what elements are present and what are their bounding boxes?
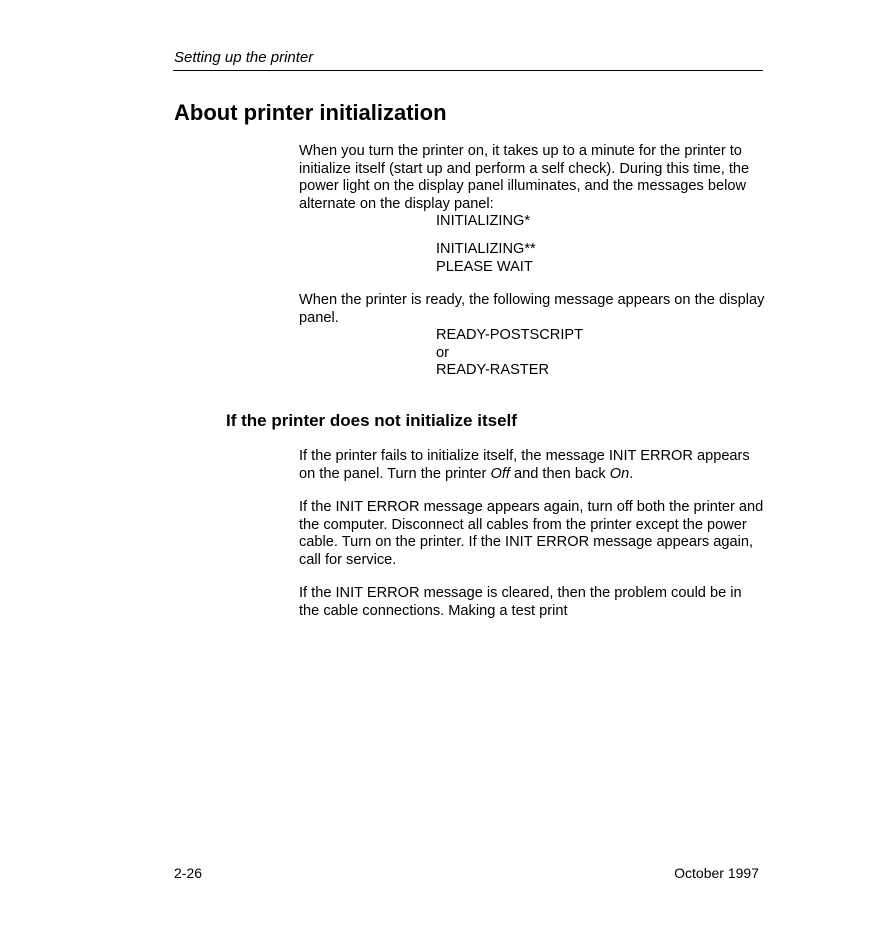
init-error-paragraph bbox=[299, 448, 765, 483]
paragraph-text: and then back bbox=[509, 465, 610, 482]
subsection-title: If the printer does not initialize itself bbox=[226, 411, 517, 430]
init-message-line: INITIALIZING** bbox=[436, 241, 536, 257]
paragraph-text: If the printer fails to initialize itself, the message INIT ERROR appears on the panel. Turn the printer bbox=[299, 448, 750, 482]
ready-message-block bbox=[436, 327, 583, 380]
init-message-block-1 bbox=[436, 213, 530, 231]
section-title: About printer initialization bbox=[174, 100, 447, 125]
ready-message-line: or bbox=[436, 344, 449, 361]
init-message-line: INITIALIZING* bbox=[436, 213, 531, 229]
running-header: Setting up the printer bbox=[174, 49, 314, 66]
page-number: 2-26 bbox=[174, 865, 203, 881]
init-message-block-2 bbox=[436, 241, 536, 276]
header-rule bbox=[173, 70, 763, 71]
paragraph-text: . bbox=[629, 465, 634, 482]
ready-paragraph: When the printer is ready, the following message appears on the display panel. bbox=[299, 292, 765, 326]
ready-message-line: READY-RASTER bbox=[436, 362, 549, 378]
off-emphasis: Off bbox=[490, 465, 510, 482]
init-message-line: PLEASE WAIT bbox=[436, 258, 533, 275]
init-error-cleared-paragraph: If the INIT ERROR message is cleared, then the problem could be in the cable connections. Making a test print bbox=[299, 585, 742, 619]
init-error-again-paragraph: If the INIT ERROR message appears again, turn off both the printer and the computer. Disconnect all cables from the printer except the power cable. Turn on the printer. If the INIT ERROR message appears again, call for service. bbox=[299, 499, 764, 568]
publication-date: October 1997 bbox=[674, 865, 759, 881]
intro-paragraph: When you turn the printer on, it takes up to a minute for the printer to initialize itself (start up and perform a self check). During this time, the power light on the display panel illuminates, and the messages below alternate on the display panel: bbox=[299, 143, 750, 212]
on-emphasis: On bbox=[609, 465, 630, 482]
ready-message-line: READY-POSTSCRIPT bbox=[436, 327, 584, 343]
